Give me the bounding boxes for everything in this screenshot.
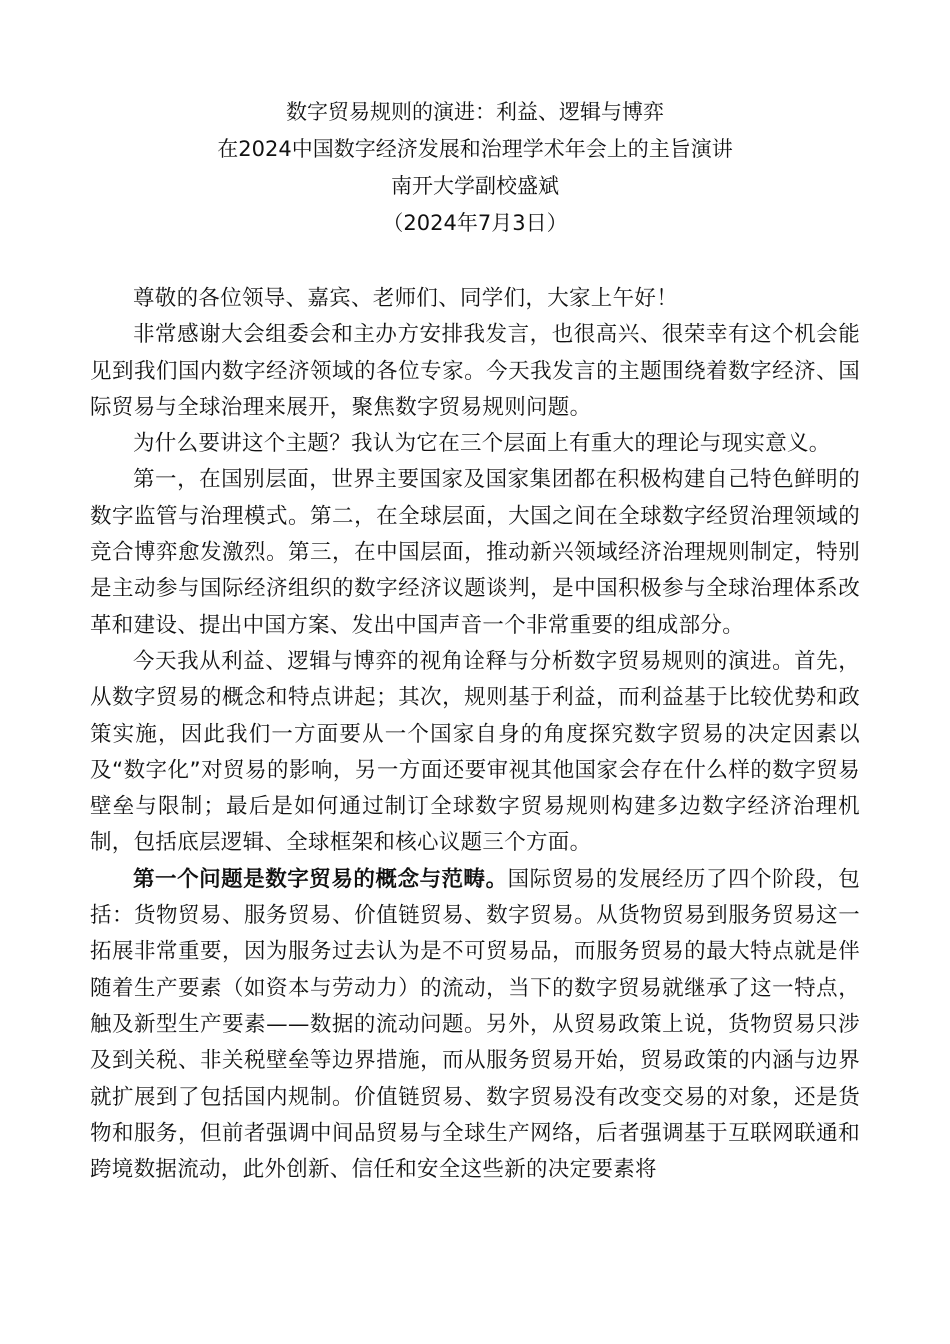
- paragraph-text: 尊敬的各位领导、嘉宾、老师们、同学们，大家上午好！: [133, 286, 679, 311]
- document-header: [0, 94, 950, 242]
- paragraph-outline: [90, 644, 860, 862]
- paragraph-text: 今天我从利益、逻辑与博弈的视角诠释与分析数字贸易规则的演进。首先，从数字贸易的概念和特点讲起；其次，规则基于利益，而利益基于比较优势和政策实施，因此我们一方面要从一个国家自身的角度探究数字贸易的决定因素以及“数字化”对贸易的影响，另一方面还要审视其他国家会存在什么样的数字贸易壁垒与限制；最后是如何通过制订全球数字贸易规则构建多边数字经济治理机制，包括底层逻辑、全球框架和核心议题三个方面。: [90, 648, 860, 856]
- paragraph-lead: 第一个问题是数字贸易的概念与范畴。: [133, 866, 508, 892]
- paragraph-greeting: [90, 281, 860, 317]
- paragraph-text: 第一，在国别层面，世界主要国家及国家集团都在积极构建自己特色鲜明的数字监管与治理模式。第二，在全球层面，大国之间在全球数字经贸治理领域的竞合博弈愈发激烈。第三，在中国层面，推动新兴领域经济治理规则制定，特别是主动参与国际经济组织的数字经济议题谈判，是中国积极参与全球治理体系改革和建设、提出中国方案、发出中国声音一个非常重要的组成部分。: [90, 467, 860, 638]
- paragraph-text: 国际贸易的发展经历了四个阶段，包括：货物贸易、服务贸易、价值链贸易、数字贸易。从货物贸易到服务贸易这一拓展非常重要，因为服务过去认为是不可贸易品，而服务贸易的最大特点就是伴随着生产要素（如资本与劳动力）的流动，当下的数字贸易就继承了这一特点，触及新型生产要素——数据的流动问题。另外，从贸易政策上说，货物贸易只涉及到关税、非关税壁垒等边界措施，而从服务贸易开始，贸易政策的内涵与边界就扩展到了包括国内规制。价值链贸易、数字贸易没有改变交易的对象，还是货物和服务，但前者强调中间品贸易与全球生产网络，后者强调基于互联网联通和跨境数据流动，此外创新、信任和安全这些新的决定要素将: [90, 866, 860, 1183]
- paragraph-why-topic: [90, 426, 860, 462]
- document-title: 数字贸易规则的演进：利益、逻辑与博弈: [286, 100, 664, 124]
- speaker-line: 南开大学副校盛斌: [391, 174, 559, 198]
- paragraph-text: 非常感谢大会组委会和主办方安排我发言，也很高兴、很荣幸有这个机会能见到我们国内数字经济领域的各位专家。今天我发言的主题围绕着数字经济、国际贸易与全球治理来展开，聚焦数字贸易规则问题。: [90, 322, 860, 420]
- paragraph-three-levels: [90, 462, 860, 643]
- paragraph-first-question: [90, 862, 860, 1189]
- document-subtitle: 在2024中国数字经济发展和治理学术年会上的主旨演讲: [217, 137, 733, 161]
- paragraph-text: 为什么要讲这个主题？我认为它在三个层面上有重大的理论与现实意义。: [133, 431, 831, 457]
- paragraph-thanks: [90, 317, 860, 426]
- document-body: [90, 281, 860, 1188]
- speech-date: （2024年7月3日）: [382, 211, 568, 235]
